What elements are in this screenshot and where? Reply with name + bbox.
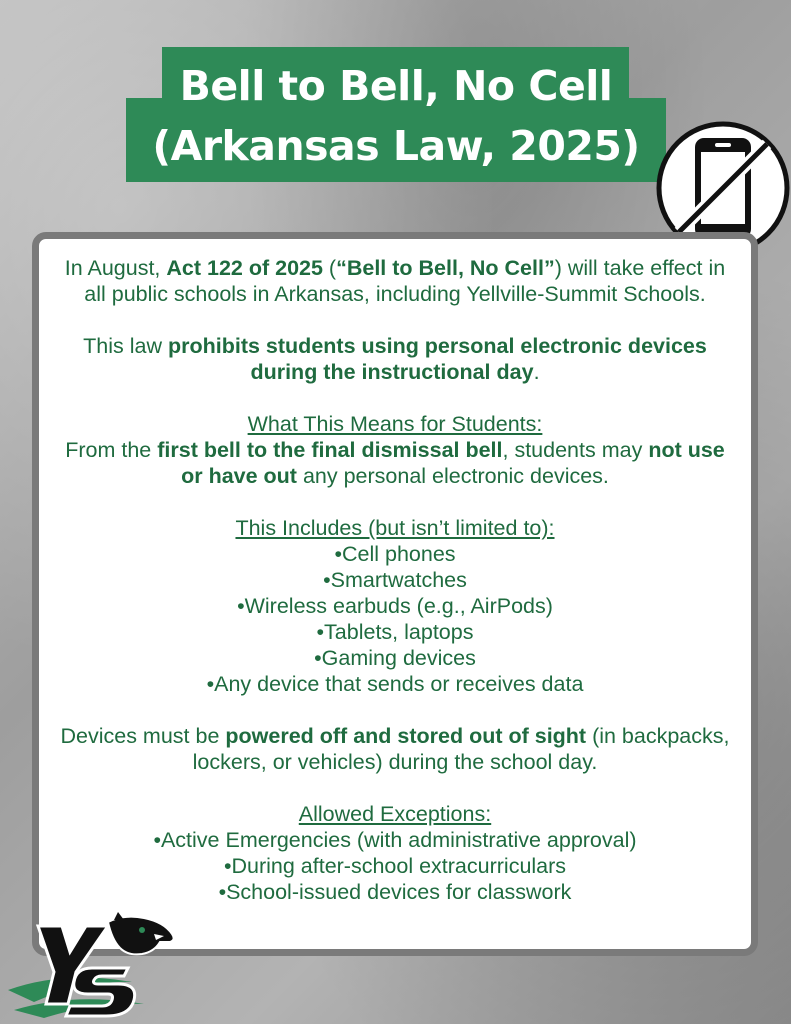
meaning-heading: What This Means for Students: [247, 412, 543, 436]
list-item: •Cell phones [334, 542, 456, 566]
exceptions-heading: Allowed Exceptions: [298, 802, 492, 826]
storage-paragraph [60, 723, 730, 775]
storage-bold: powered off and stored out of sight [225, 724, 587, 748]
meaning-text-1: From the [65, 438, 158, 462]
meaning-paragraph [60, 437, 730, 489]
list-item: •During after-school extracurriculars [223, 854, 567, 878]
list-item: •School-issued devices for classwork [218, 880, 572, 904]
list-item: •Smartwatches [323, 568, 467, 592]
title-line-2: (Arkansas Law, 2025) [152, 122, 640, 170]
list-item: •Active Emergencies (with administrative approval) [153, 828, 637, 852]
intro-paragraph [60, 255, 730, 307]
list-item: •Gaming devices [314, 646, 476, 670]
storage-text-2: (in backpacks, lockers, or vehicles) during the school day. [192, 724, 730, 774]
intro-text-2: ( [322, 256, 337, 280]
meaning-bold-1: first bell to the final dismissal bell [157, 438, 503, 462]
card-content [60, 255, 730, 905]
law-nickname: “Bell to Bell, No Cell” [336, 256, 555, 280]
meaning-text-3: any personal electronic devices. [296, 464, 609, 488]
law-prohibition: prohibits students using personal electronic devices during the instructional day [168, 334, 707, 384]
list-item: •Tablets, laptops [316, 620, 474, 644]
intro-text-1: In August, [64, 256, 167, 280]
law-text-1: This law [83, 334, 168, 358]
meaning-bold-2: not use or have out [181, 438, 725, 488]
meaning-text-2: , students may [502, 438, 649, 462]
storage-text-1: Devices must be [60, 724, 226, 748]
law-text-2: . [533, 360, 540, 384]
ys-panther-logo [4, 912, 179, 1020]
law-paragraph [60, 333, 730, 385]
includes-heading: This Includes (but isn’t limited to): [235, 516, 555, 540]
title-line-1: Bell to Bell, No Cell [179, 62, 613, 110]
list-item: •Wireless earbuds (e.g., AirPods) [237, 594, 553, 618]
list-item: •Any device that sends or receives data [206, 672, 584, 696]
intro-text-3: ) will take effect in all public schools in Arkansas, including Yellville-Summit Schools. [84, 256, 726, 306]
act-number: Act 122 of 2025 [166, 256, 323, 280]
page-title [126, 56, 666, 176]
